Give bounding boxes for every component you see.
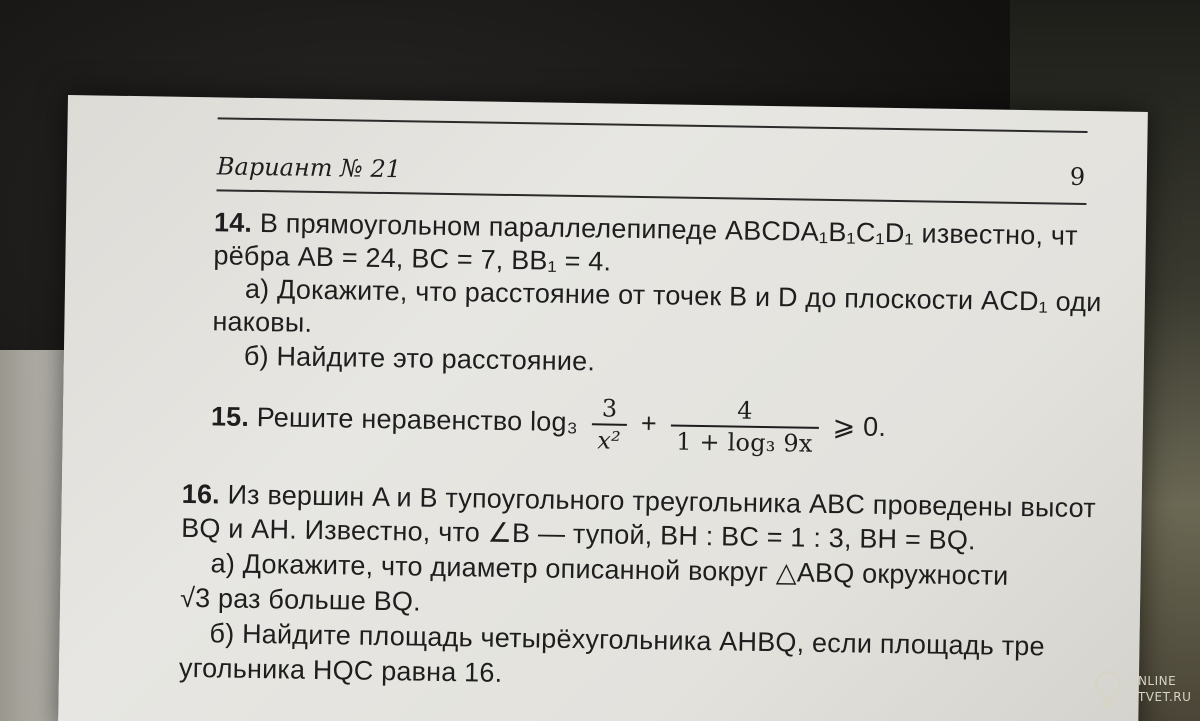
watermark: [1094, 664, 1200, 714]
plus-sign: +: [640, 408, 658, 439]
problem-15-suffix: ⩾ 0.: [832, 411, 887, 443]
fraction-1: [591, 393, 628, 456]
variant-title: Вариант № 21: [216, 152, 402, 184]
problem-16-line-4: √3 раз больше BQ.: [179, 582, 422, 617]
header-rule: [217, 189, 1087, 205]
problem-14-line-5: б) Найдите это расстояние.: [243, 340, 596, 377]
watermark-line-1: ONLINE: [1128, 674, 1177, 688]
problem-text: Из вершин A и B тупоугольного треугольника ABC проведены высот: [227, 479, 1097, 524]
problem-text: В прямоугольном параллелепипеде ABCDA₁B₁C₁D₁ известно, чт: [259, 208, 1078, 251]
problem-16-line-2: BQ и AH. Известно, что ∠B — тупой, BH : BC = 1 : 3, BH = BQ.: [180, 512, 976, 556]
paper-sheet: [58, 95, 1148, 721]
lightbulb-icon: [1094, 670, 1122, 708]
top-rule: [218, 117, 1088, 133]
problem-15: [210, 387, 886, 460]
fraction-2-denominator: 1 + log₃ 9x: [676, 427, 813, 458]
fraction-1-numerator: 3: [592, 393, 628, 426]
problem-number: 14.: [213, 207, 253, 238]
problem-16-line-3: а) Докажите, что диаметр описанной вокруг △ABQ окружности: [210, 548, 1009, 591]
fraction-1-denominator: x²: [597, 426, 622, 455]
problem-16-line-6: угольника HQC равна 16.: [178, 652, 503, 688]
problem-number: 15.: [210, 401, 250, 433]
problem-15-prefix: Решите неравенство log₃: [256, 402, 579, 438]
problem-14-line-4: наковы.: [212, 306, 313, 338]
watermark-text: [1128, 673, 1191, 705]
problem-number: 16.: [181, 478, 221, 510]
watermark-line-2: OTVET.RU: [1128, 690, 1192, 704]
fraction-2: [670, 395, 819, 459]
problem-14-line-3: а) Докажите, что расстояние от точек B и D до плоскости ACD₁ оди: [244, 273, 1102, 318]
fraction-2-numerator: 4: [670, 395, 819, 429]
page-number: 9: [1069, 162, 1086, 191]
problem-16-line-5: б) Найдите площадь четырёхугольника AHBQ, если площадь тре: [209, 618, 1045, 662]
problem-14-line-2: рёбра AB = 24, BC = 7, BB₁ = 4.: [213, 240, 612, 277]
